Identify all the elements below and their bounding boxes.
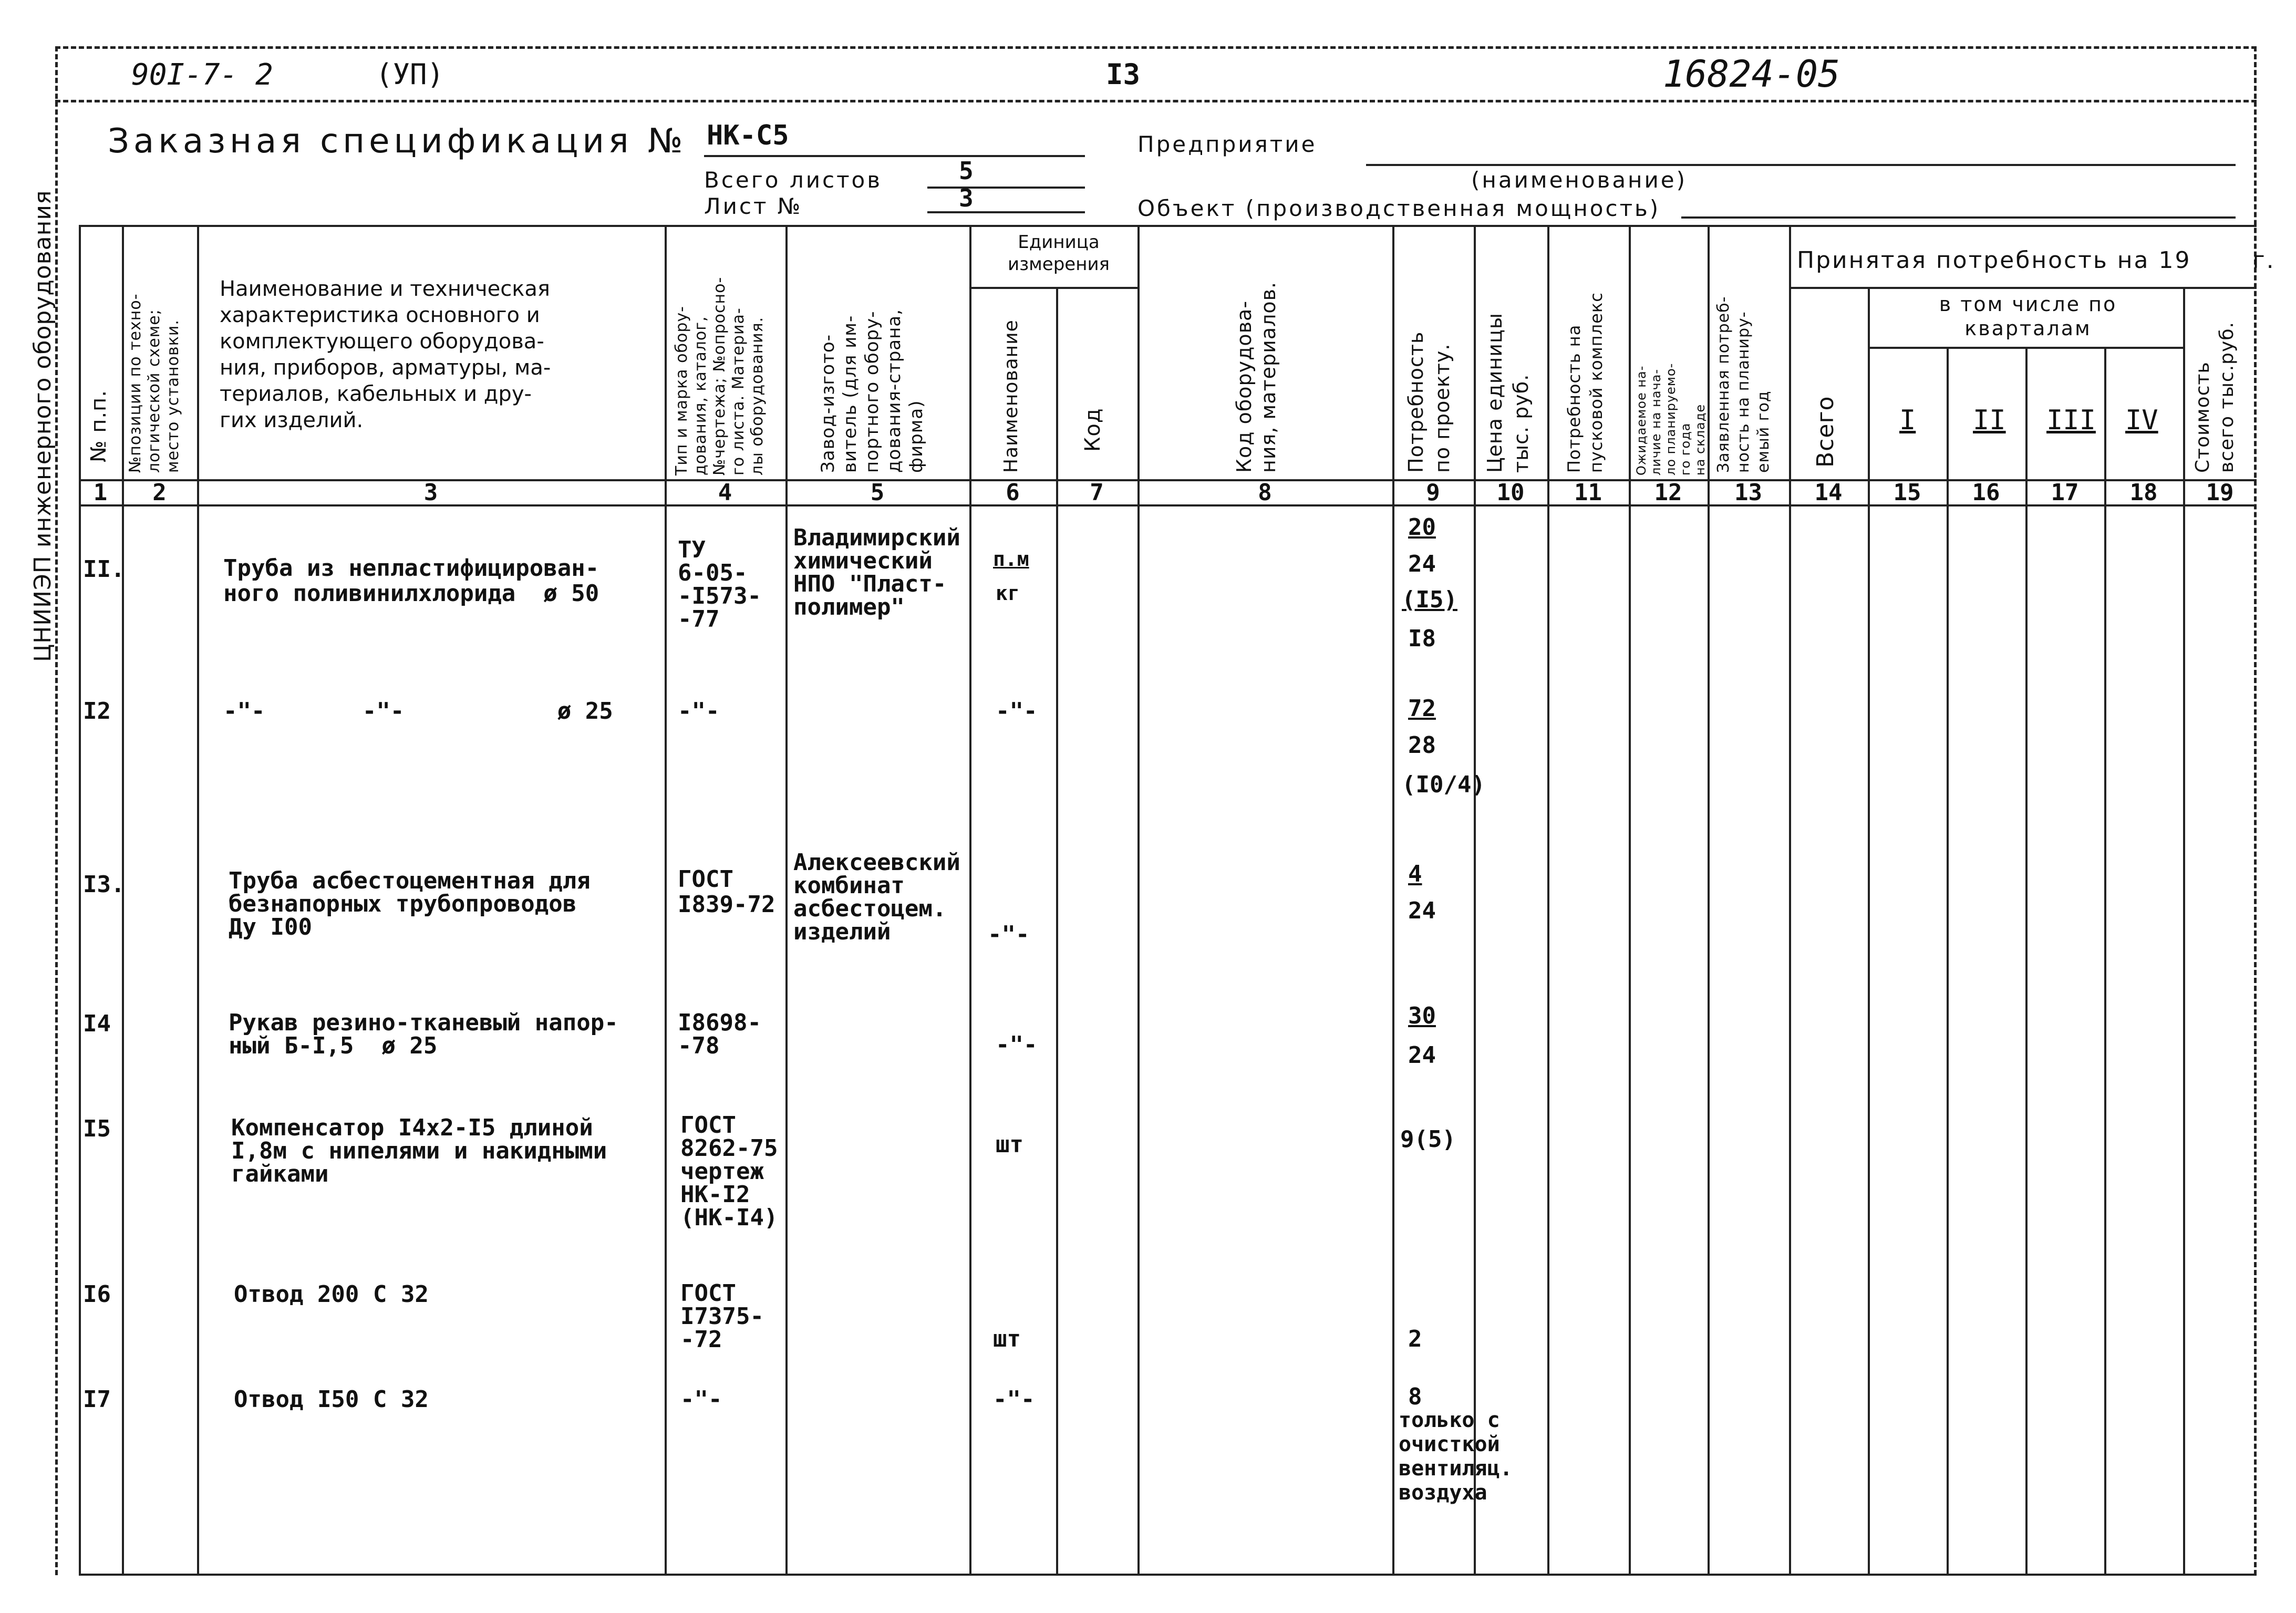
total-sheets: 5 — [959, 157, 974, 185]
total-sheets-line — [927, 187, 1085, 189]
hdr-c4: Тип и марка обору- дования, каталог, №чертежа; №опросно- го листа. Материа- лы оборудования. — [673, 276, 767, 475]
row-name: Отвод 200 С 32 — [234, 1281, 429, 1308]
row-need-note: только с очисткой вентиляц. воздуха — [1399, 1408, 1513, 1505]
col-number: 12 — [1654, 479, 1682, 506]
row-need: 4 — [1408, 861, 1422, 887]
row-name: Отвод I50 С 32 — [234, 1386, 429, 1413]
row-need: 9(5) — [1400, 1126, 1456, 1153]
col-number: 9 — [1426, 479, 1440, 506]
col-line-9 — [1392, 225, 1394, 1575]
row-type: ТУ 6-05- -I573- -77 — [678, 536, 761, 633]
row-type: ГОСТ I7375- -72 — [680, 1280, 764, 1353]
col-number: 1 — [93, 479, 108, 506]
row-need: 2 — [1408, 1326, 1422, 1352]
col-number: 11 — [1574, 479, 1602, 506]
accepted-group-line — [1789, 287, 2257, 289]
row-unit1: шт — [993, 1326, 1021, 1352]
row-name: Рукав резино-тканевый напор- ный Б-I,5 ø 25 — [229, 1009, 618, 1059]
row-maker: Алексеевский комбинат асбестоцем. изделий — [793, 849, 960, 945]
page-number: I3 — [1106, 58, 1141, 91]
col-line-10 — [1474, 225, 1476, 1575]
col-line-17 — [2025, 347, 2028, 1575]
hdr-c5: Завод-изгото- витель (для им- портного обору- дования-страна, фирма) — [818, 308, 927, 473]
hdr-c1: № п.п. — [87, 389, 111, 462]
spec-number-line — [704, 155, 1085, 157]
row-type: ГОСТ I839-72 — [678, 866, 775, 918]
row-need: (I0/4) — [1402, 771, 1485, 798]
row-number: I3. — [83, 871, 125, 898]
row-number: I5 — [83, 1115, 111, 1142]
name-hint: (наименование) — [1471, 167, 1688, 193]
spec-title: Заказная спецификация № — [108, 122, 687, 161]
hdr-accepted-label: Принятая потребность на 19 — [1797, 247, 2191, 274]
row-unit1: -"- — [988, 921, 1030, 948]
spec-number: НК-С5 — [707, 120, 789, 151]
side-label: ЦНИИЭП инженерного оборудования — [29, 190, 56, 662]
row-name: Компенсатор I4x2-I5 длиной I,8м с нипелями и накидными гайками — [231, 1114, 607, 1187]
col-number: 2 — [152, 479, 167, 506]
row-need: 24 — [1408, 1042, 1436, 1069]
row-number: I2 — [83, 698, 111, 725]
row-type: -"- — [680, 1386, 722, 1413]
col-number: 18 — [2129, 479, 2158, 506]
row-need: 24 — [1408, 551, 1436, 577]
col-number: 17 — [2051, 479, 2079, 506]
row-unit1: шт — [996, 1131, 1023, 1158]
col-line-11 — [1547, 225, 1549, 1575]
hdr-c17: III — [2046, 405, 2096, 436]
object-label: Объект (производственная мощность) — [1137, 195, 1661, 221]
row-need: (I5) — [1402, 586, 1457, 613]
col-line-16 — [1947, 347, 1949, 1575]
sheet-number: 3 — [959, 184, 974, 212]
col-number: 13 — [1734, 479, 1762, 506]
doc-number: 16824-05 — [1663, 53, 1840, 96]
hdr-quarters: в том числе по кварталам — [1939, 293, 2117, 340]
doc-part: (УП) — [376, 58, 444, 91]
row-maker: Владимирский химический НПО "Пласт- полимер" — [793, 524, 960, 621]
sheet-label: Лист № — [704, 193, 803, 219]
row-unit2: кг — [996, 582, 1020, 605]
row-number: I7 — [83, 1386, 111, 1413]
hdr-c10: Цена единицы тыс. руб. — [1483, 313, 1533, 473]
hdr-c9: Потребность по проекту. — [1404, 331, 1454, 473]
row-type: -"- — [678, 698, 720, 725]
right-dash-border — [2254, 46, 2257, 1575]
row-need: 8 — [1408, 1383, 1422, 1410]
row-type: I8698- -78 — [678, 1009, 761, 1059]
row-unit1: -"- — [993, 1386, 1035, 1413]
hdr-c12: Ожидаемое на- личие на нача- ло планируемо- го года на складе — [1634, 363, 1708, 475]
unit-group-line — [969, 287, 1137, 289]
col-line-8 — [1137, 225, 1140, 1575]
row-number: I6 — [83, 1281, 111, 1308]
col-line-4 — [665, 225, 667, 1575]
row-type: ГОСТ 8262-75 чертеж НК-I2 (НК-I4) — [680, 1112, 778, 1231]
col-number: 7 — [1090, 479, 1104, 506]
hdr-c7: Код — [1081, 408, 1105, 452]
hdr-accepted-year: г. — [2252, 247, 2276, 274]
doc-code: 90I-7- 2 — [131, 58, 273, 92]
hdr-accepted — [1797, 247, 2276, 274]
object-line — [1681, 216, 2236, 219]
enterprise-line — [1366, 164, 2236, 166]
col-number: 5 — [870, 479, 885, 506]
col-number: 4 — [718, 479, 732, 506]
hdr-unit-group: Единица измерения — [1007, 232, 1110, 275]
hdr-c14: Всего — [1812, 396, 1839, 468]
row-number: II. — [83, 556, 125, 583]
row-unit1: -"- — [996, 1031, 1038, 1058]
hdr-c2: №позиции по техно- логической схеме; место установки. — [126, 293, 182, 473]
col-line-3 — [197, 225, 199, 1575]
col-line-5 — [785, 225, 788, 1575]
enterprise-label: Предприятие — [1137, 131, 1317, 157]
sheet-number-line — [927, 211, 1085, 213]
row-need: 20 — [1408, 514, 1436, 541]
row-need: I8 — [1408, 625, 1436, 652]
hdr-c13: Заявленная потреб- ность на планиру- емый год — [1714, 296, 1773, 473]
hdr-c18: IV — [2125, 405, 2158, 436]
col-number: 15 — [1893, 479, 1921, 506]
hdr-c8: Код оборудова- ния, материалов. — [1233, 281, 1280, 473]
col-line-18 — [2104, 347, 2106, 1575]
col-line-12 — [1629, 225, 1631, 1575]
row-need: 30 — [1408, 1002, 1436, 1029]
row-need: 24 — [1408, 897, 1436, 924]
row-name: -"- -"- ø 25 — [223, 698, 613, 725]
header-dash-separator — [55, 100, 2257, 102]
hdr-c11: Потребность на пусковой комплекс — [1564, 292, 1606, 473]
row-need: 28 — [1408, 732, 1436, 759]
col-number: 8 — [1258, 479, 1272, 506]
col-line-6 — [969, 225, 971, 1575]
hdr-c6: Наименование — [1000, 319, 1022, 473]
top-dash-border — [55, 46, 2257, 49]
col-line-14 — [1789, 225, 1791, 1575]
col-line-2 — [122, 225, 124, 1575]
hdr-c19: Стоимость всего тыс.руб. — [2192, 322, 2238, 473]
col-number: 6 — [1006, 479, 1020, 506]
row-name: Труба из непластифицирован- ного поливинилхлорида ø 50 — [223, 555, 599, 607]
col-line-1 — [79, 225, 81, 1575]
row-name: Труба асбестоцементная для безнапорных трубопроводов Ду I00 — [229, 867, 591, 940]
col-line-13 — [1708, 225, 1710, 1575]
row-number: I4 — [83, 1010, 111, 1037]
col-number: 14 — [1814, 479, 1843, 506]
row-need: 72 — [1408, 695, 1436, 722]
col-number: 19 — [2206, 479, 2234, 506]
col-number: 10 — [1496, 479, 1525, 506]
hdr-c3: Наименование и техническая характеристика основного и комплектующего оборудова- ния, приборов, арматуры, ма- териалов, кабельных и дру- гих изделий. — [220, 277, 551, 432]
row-unit1: п.м — [993, 547, 1029, 571]
table-top-line — [79, 225, 2257, 227]
row-unit1: -"- — [996, 698, 1038, 725]
hdr-c16: II — [1973, 405, 2006, 436]
total-sheets-label: Всего листов — [704, 167, 883, 193]
col-number: 16 — [1972, 479, 2000, 506]
hdr-c15: I — [1899, 405, 1916, 436]
col-number: 3 — [423, 479, 438, 506]
bottom-border — [79, 1574, 2257, 1576]
